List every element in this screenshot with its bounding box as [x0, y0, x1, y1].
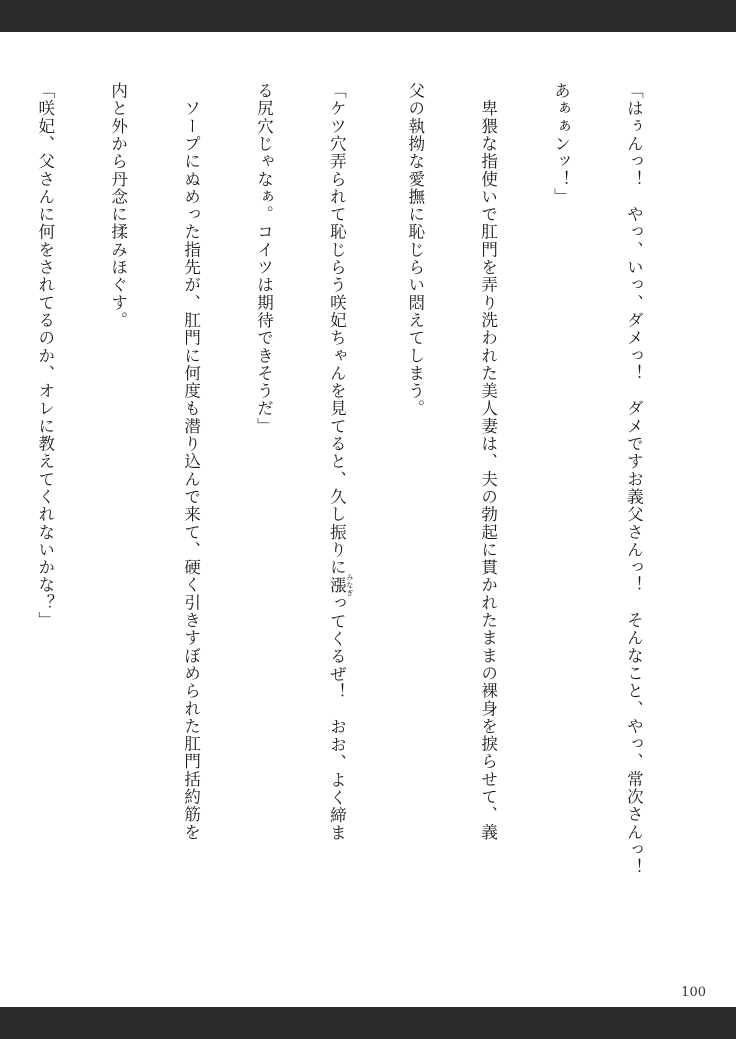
ruby-annotation: 漲 みなぎ: [327, 573, 354, 598]
top-border-bar: [0, 0, 736, 32]
text-line: る尻穴じゃなぁ。コイツは期待できそうだ」: [254, 82, 274, 435]
vertical-text-body: [35, 82, 694, 882]
page-number: 100: [681, 985, 706, 1000]
text-line: 「ケツ穴弄られて恥じらう咲妃ちゃんを見てると、久し振りに漲 みなぎってくるぜ！ おお、よく締ま: [327, 82, 354, 842]
text-line: 卑猥な指使いで肛門を弄り洗われた美人妻は、夫の勃起に貫かれたままの裸身を捩らせて、義: [478, 82, 498, 841]
bottom-border-bar: [0, 1007, 736, 1039]
text-line: 父の執拗な愛撫に恥じらい悶えてしまう。: [405, 82, 425, 418]
text-line: 内と外から丹念に揉みほぐす。: [108, 82, 128, 330]
text-line: 「はぅんっ！ やっ、いっ、ダメっ！ ダメですお義父さんっ！ そんなこと、やっ、常次さんっ！: [624, 82, 644, 877]
text-line: 「咲妃、父さんに何をされてるのか、オレに教えてくれないかな？」: [35, 82, 55, 630]
text-line: あぁぁンッ！」: [551, 82, 571, 206]
text-line: ソープにぬめった指先が、肛門に何度も潜り込んで来て、硬く引きすぼめられた肛門括約筋を: [181, 82, 201, 841]
